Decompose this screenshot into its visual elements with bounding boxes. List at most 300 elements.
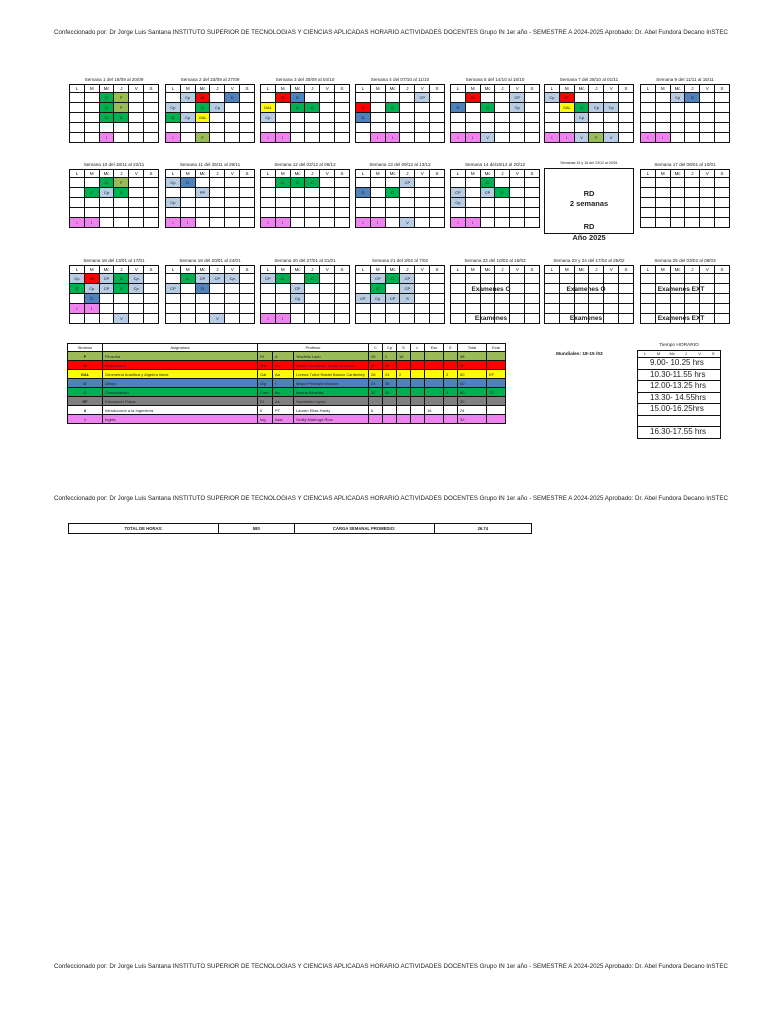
schedule-cell	[195, 314, 210, 323]
schedule-cell	[429, 284, 444, 293]
schedule-cell	[304, 294, 319, 303]
day-header-cell: M	[465, 85, 480, 92]
day-header-cell: S	[524, 266, 539, 273]
schedule-cell	[588, 123, 603, 132]
schedule-cell: C	[480, 178, 495, 187]
week-block	[165, 77, 255, 143]
schedule-cell	[143, 284, 158, 293]
schedule-cell	[684, 208, 699, 217]
schedule-cell: CP	[195, 274, 210, 283]
day-header-cell: J	[494, 170, 509, 177]
schedule-cell: V	[209, 314, 224, 323]
schedule-cell	[209, 208, 224, 217]
week-title: Semana 10 del 18/11 al 22/11	[83, 162, 145, 167]
week-grid	[450, 169, 540, 228]
legend-cell-ev: EF	[487, 370, 506, 379]
time-slot	[637, 416, 721, 428]
day-header-cell: J	[588, 266, 603, 273]
week-slot-row	[641, 132, 729, 142]
schedule-cell	[670, 113, 685, 122]
week-slot-row	[166, 132, 254, 142]
schedule-cell	[414, 123, 429, 132]
schedule-cell	[699, 123, 714, 132]
schedule-cell	[494, 198, 509, 207]
schedule-cell	[641, 123, 655, 132]
schedule-cell: V	[480, 133, 495, 142]
legend-cell-name: Computación	[103, 388, 258, 397]
legend-cell-sym: F	[68, 352, 103, 361]
day-header-cell: Mc	[195, 266, 210, 273]
legend-header-cell: Eval	[487, 344, 506, 352]
legend-cell-l	[411, 352, 425, 361]
schedule-cell	[99, 198, 114, 207]
schedule-cell	[641, 274, 655, 283]
week-title: Semana 11 del 25/11 al 29/11	[179, 162, 241, 167]
schedule-cell	[209, 294, 224, 303]
week-slot-row	[166, 273, 254, 283]
legend-cell-s	[397, 388, 411, 397]
schedule-cell	[180, 314, 195, 323]
day-header-cell: S	[334, 85, 349, 92]
schedule-cell: Cp	[261, 113, 275, 122]
schedule-cell: CP	[99, 284, 114, 293]
schedule-cell: C	[70, 284, 84, 293]
week-slot-row	[356, 283, 444, 293]
schedule-cell	[385, 198, 400, 207]
schedule-cell: PP	[195, 188, 210, 197]
legend-cell-prof: Ivonne Almeida	[294, 388, 369, 397]
schedule-cell	[465, 198, 480, 207]
schedule-cell: CP	[385, 294, 400, 303]
schedule-cell	[684, 304, 699, 313]
legend-row	[68, 415, 506, 424]
schedule-cell	[509, 198, 524, 207]
legend-cell-sym: II	[68, 406, 103, 415]
schedule-cell: C	[113, 284, 128, 293]
schedule-cell	[166, 274, 180, 283]
day-header-cell: L	[361, 171, 365, 176]
time-day-cell: S	[711, 351, 715, 356]
legend-cell-code: Com	[258, 388, 273, 397]
schedule-cell	[524, 113, 539, 122]
schedule-cell	[290, 188, 305, 197]
schedule-cell: I	[655, 133, 670, 142]
schedule-cell: I	[166, 133, 180, 142]
day-header-cell: V	[414, 170, 429, 177]
legend-cell-cp: 36	[383, 379, 397, 388]
schedule-cell	[195, 304, 210, 313]
schedule-cell: C	[195, 103, 210, 112]
legend-cell-l	[411, 406, 425, 415]
schedule-cell	[239, 274, 254, 283]
week-slot-row	[641, 177, 729, 187]
legend-cell-esc	[425, 415, 444, 424]
schedule-cell	[414, 314, 429, 323]
week-grid	[640, 169, 730, 228]
legend-cell-name: Filosofía	[103, 352, 258, 361]
schedule-cell	[385, 218, 400, 227]
schedule-cell	[684, 274, 699, 283]
week-title: Semana 18 del 13/01 al 17/01	[83, 258, 145, 263]
schedule-cell	[209, 304, 224, 313]
schedule-cell	[655, 188, 670, 197]
legend-header-cell: Total	[458, 344, 487, 352]
schedule-cell	[370, 123, 385, 132]
schedule-cell	[451, 274, 465, 283]
week-title: Semana 21 del 3/02 al 7/02	[371, 258, 429, 263]
legend-cell-sym: I	[68, 415, 103, 424]
schedule-cell	[143, 178, 158, 187]
week-slot-row	[261, 92, 349, 102]
legend-header-cell: C	[369, 344, 383, 352]
schedule-cell	[128, 198, 143, 207]
schedule-cell	[385, 113, 400, 122]
legend-row	[68, 361, 506, 370]
schedule-cell	[480, 113, 495, 122]
schedule-cell	[670, 274, 685, 283]
time-slots	[637, 343, 721, 439]
week-grid	[355, 169, 445, 228]
week-slot-row	[356, 177, 444, 187]
schedule-cell	[429, 208, 444, 217]
day-header-cell: L	[646, 86, 650, 91]
week-day-header	[356, 85, 444, 92]
day-header-cell: Mc	[99, 170, 114, 177]
schedule-cell	[319, 133, 334, 142]
day-header-cell: S	[334, 266, 349, 273]
schedule-cell	[334, 123, 349, 132]
schedule-cell	[480, 294, 495, 303]
schedule-cell: Cp	[603, 103, 618, 112]
schedule-cell	[524, 208, 539, 217]
schedule-cell	[261, 284, 275, 293]
schedule-cell	[195, 294, 210, 303]
schedule-cell	[714, 274, 729, 283]
schedule-cell: C	[113, 113, 128, 122]
schedule-cell	[334, 218, 349, 227]
legend-cell-s: 2	[397, 370, 411, 379]
schedule-cell	[224, 188, 239, 197]
legend-cell-code: Gal	[258, 370, 273, 379]
schedule-cell	[524, 294, 539, 303]
schedule-cell	[239, 218, 254, 227]
week-slot-row	[451, 122, 539, 132]
week-slot-row	[451, 293, 539, 303]
legend-cell-prof: Yesdelis Lazo	[294, 352, 369, 361]
schedule-cell	[275, 123, 290, 132]
legend-cell-ev	[487, 397, 506, 406]
schedule-cell	[574, 93, 589, 102]
schedule-cell	[209, 188, 224, 197]
schedule-cell	[429, 198, 444, 207]
schedule-cell: GAL	[559, 103, 574, 112]
schedule-cell	[574, 274, 589, 283]
schedule-cell	[319, 208, 334, 217]
schedule-cell	[113, 133, 128, 142]
time-slots-title: Tiempo HORARIO	[659, 343, 699, 348]
schedule-cell	[84, 133, 99, 142]
schedule-cell	[319, 274, 334, 283]
week-slot-row	[70, 273, 158, 283]
schedule-cell	[128, 304, 143, 313]
schedule-cell	[414, 294, 429, 303]
day-header-cell: V	[128, 85, 143, 92]
schedule-cell: D	[84, 294, 99, 303]
day-header-cell: V	[224, 170, 239, 177]
schedule-cell: C	[304, 178, 319, 187]
week-title: Semana 25 del 03/02 al 08/03	[654, 258, 716, 263]
week-slot-row	[356, 132, 444, 142]
legend-header-cell: Esc	[425, 344, 444, 352]
day-header-cell: L	[75, 86, 79, 91]
legend-cell-code: Fil	[258, 352, 273, 361]
legend-cell-l	[411, 397, 425, 406]
legend-cell-e	[444, 397, 458, 406]
week-slot-row	[356, 92, 444, 102]
day-header-cell: L	[171, 86, 175, 91]
schedule-cell: M	[559, 93, 574, 102]
day-header-cell: Mc	[480, 85, 495, 92]
schedule-cell: D	[684, 93, 699, 102]
schedule-cell: I	[84, 304, 99, 313]
schedule-cell	[429, 93, 444, 102]
schedule-cell	[524, 188, 539, 197]
schedule-cell: S	[399, 294, 414, 303]
schedule-cell	[224, 133, 239, 142]
schedule-cell: CP	[99, 274, 114, 283]
schedule-cell	[224, 113, 239, 122]
schedule-cell	[224, 198, 239, 207]
schedule-cell: C	[480, 103, 495, 112]
legend-cell-prof: Lauren Elías Hardy	[294, 406, 369, 415]
schedule-cell	[239, 314, 254, 323]
week-slot-row	[261, 283, 349, 293]
schedule-cell	[574, 304, 589, 313]
week-slot-row	[641, 92, 729, 102]
schedule-cell	[70, 294, 84, 303]
schedule-cell	[239, 188, 254, 197]
schedule-cell	[545, 274, 559, 283]
schedule-cell	[699, 188, 714, 197]
legend-cell-p: As	[273, 388, 294, 397]
week-slot-row	[641, 187, 729, 197]
schedule-cell	[70, 113, 84, 122]
day-header-cell: V	[699, 266, 714, 273]
day-header-cell: Mc	[385, 85, 400, 92]
legend-cell-s	[397, 379, 411, 388]
schedule-cell	[684, 133, 699, 142]
exam-label-6: Examenes EXT	[657, 315, 705, 322]
schedule-cell	[509, 304, 524, 313]
day-header-cell: V	[319, 170, 334, 177]
schedule-cell	[588, 304, 603, 313]
day-header-cell: L	[550, 267, 554, 272]
rd-label-2b: Año 2025	[572, 233, 606, 242]
schedule-cell	[414, 218, 429, 227]
schedule-cell: I	[84, 218, 99, 227]
schedule-cell	[429, 314, 444, 323]
legend-row	[68, 379, 506, 388]
week-slot-row	[641, 303, 729, 313]
schedule-cell	[224, 208, 239, 217]
schedule-cell	[524, 133, 539, 142]
day-header-cell: S	[239, 170, 254, 177]
legend-cell-esc	[425, 388, 444, 397]
day-header-cell: V	[319, 266, 334, 273]
week-slot-row	[261, 273, 349, 283]
day-header-cell: M	[655, 266, 670, 273]
schedule-cell	[166, 304, 180, 313]
schedule-cell	[143, 123, 158, 132]
week-slot-row	[545, 122, 633, 132]
schedule-cell	[261, 188, 275, 197]
week-grid	[260, 169, 350, 228]
schedule-cell: I	[370, 218, 385, 227]
day-header-cell: S	[143, 85, 158, 92]
schedule-cell	[429, 294, 444, 303]
schedule-cell	[603, 93, 618, 102]
legend-cell-total: 32	[458, 415, 487, 424]
schedule-cell: C	[99, 93, 114, 102]
schedule-cell: C	[113, 274, 128, 283]
schedule-cell: C	[99, 178, 114, 187]
legend-cell-s	[397, 406, 411, 415]
schedule-cell	[714, 133, 729, 142]
week-title: Semana 2 del 23/09 al 27/09	[180, 77, 240, 82]
schedule-cell	[239, 133, 254, 142]
schedule-cell	[290, 198, 305, 207]
week-slot-row	[166, 313, 254, 323]
schedule-cell	[128, 123, 143, 132]
schedule-cell	[385, 93, 400, 102]
legend-cell-p: A	[273, 352, 294, 361]
legend-cell-c: 28	[369, 370, 383, 379]
legend-cell-total: 38	[458, 352, 487, 361]
schedule-cell: Cp	[545, 93, 559, 102]
day-header-cell: V	[128, 266, 143, 273]
schedule-cell	[99, 218, 114, 227]
schedule-cell	[334, 314, 349, 323]
week-slot-row	[641, 207, 729, 217]
schedule-cell	[670, 123, 685, 132]
schedule-cell	[113, 198, 128, 207]
schedule-cell	[128, 314, 143, 323]
day-header-cell: L	[361, 86, 365, 91]
week-slot-row	[70, 217, 158, 227]
week-grid	[260, 84, 350, 143]
schedule-cell	[143, 133, 158, 142]
day-header-cell: M	[180, 170, 195, 177]
schedule-cell	[618, 123, 633, 132]
schedule-cell	[290, 274, 305, 283]
time-slot: 13.30- 14.55hrs	[637, 393, 721, 405]
schedule-cell	[261, 178, 275, 187]
schedule-cell	[451, 178, 465, 187]
schedule-cell	[195, 218, 210, 227]
schedule-cell	[261, 304, 275, 313]
schedule-cell	[545, 304, 559, 313]
day-header-cell: S	[334, 170, 349, 177]
schedule-cell	[714, 113, 729, 122]
schedule-cell	[588, 274, 603, 283]
schedule-cell	[143, 188, 158, 197]
schedule-cell	[84, 123, 99, 132]
week-slot-row	[641, 102, 729, 112]
schedule-cell	[574, 294, 589, 303]
schedule-cell	[494, 113, 509, 122]
week-title: Semana 12 del 02/12 al 06/12	[274, 162, 336, 167]
legend-cell-e	[444, 361, 458, 370]
schedule-cell	[113, 123, 128, 132]
schedule-cell	[275, 188, 290, 197]
legend-cell-s	[397, 397, 411, 406]
schedule-cell	[670, 133, 685, 142]
legend-cell-p: Asis	[273, 415, 294, 424]
schedule-cell: C	[304, 103, 319, 112]
schedule-cell	[641, 93, 655, 102]
week-slot-row	[356, 273, 444, 283]
week-grid	[260, 265, 350, 324]
legend-cell-ev: TC	[487, 388, 506, 397]
schedule-cell	[714, 208, 729, 217]
schedule-cell	[304, 208, 319, 217]
schedule-cell	[370, 188, 385, 197]
day-header-cell: Mc	[385, 170, 400, 177]
schedule-cell	[509, 274, 524, 283]
legend-cell-name: Inglés	[103, 415, 258, 424]
schedule-cell: Cp	[166, 103, 180, 112]
week-title: Semana 13 del 09/12 al 13/12	[369, 162, 431, 167]
schedule-cell: I	[451, 218, 465, 227]
schedule-cell: C	[574, 103, 589, 112]
schedule-cell	[128, 188, 143, 197]
schedule-cell	[224, 304, 239, 313]
week-block	[640, 77, 730, 143]
schedule-cell	[545, 123, 559, 132]
total-hours-value: 580	[218, 524, 294, 533]
week-day-header	[166, 266, 254, 273]
week-slot-row	[356, 313, 444, 323]
day-header-cell: J	[588, 85, 603, 92]
schedule-cell: Cp	[180, 93, 195, 102]
week-block	[544, 77, 634, 143]
week-slot-row	[70, 207, 158, 217]
day-header-cell: S	[618, 85, 633, 92]
schedule-cell	[494, 93, 509, 102]
day-header-cell: J	[399, 170, 414, 177]
schedule-cell	[290, 314, 305, 323]
week-day-header	[641, 85, 729, 92]
schedule-cell	[356, 93, 370, 102]
week-slot-row	[70, 187, 158, 197]
schedule-cell	[524, 123, 539, 132]
schedule-cell	[399, 123, 414, 132]
schedule-cell	[319, 103, 334, 112]
schedule-cell	[399, 198, 414, 207]
week-slot-row	[166, 303, 254, 313]
schedule-cell	[399, 208, 414, 217]
legend-cell-cp: 2	[383, 352, 397, 361]
schedule-cell	[684, 218, 699, 227]
week-slot-row	[70, 303, 158, 313]
day-header-cell: J	[209, 266, 224, 273]
schedule-cell	[319, 178, 334, 187]
schedule-cell	[641, 188, 655, 197]
week-block	[165, 162, 255, 228]
schedule-cell: Cp	[166, 198, 180, 207]
schedule-cell: V	[399, 218, 414, 227]
schedule-cell	[655, 113, 670, 122]
